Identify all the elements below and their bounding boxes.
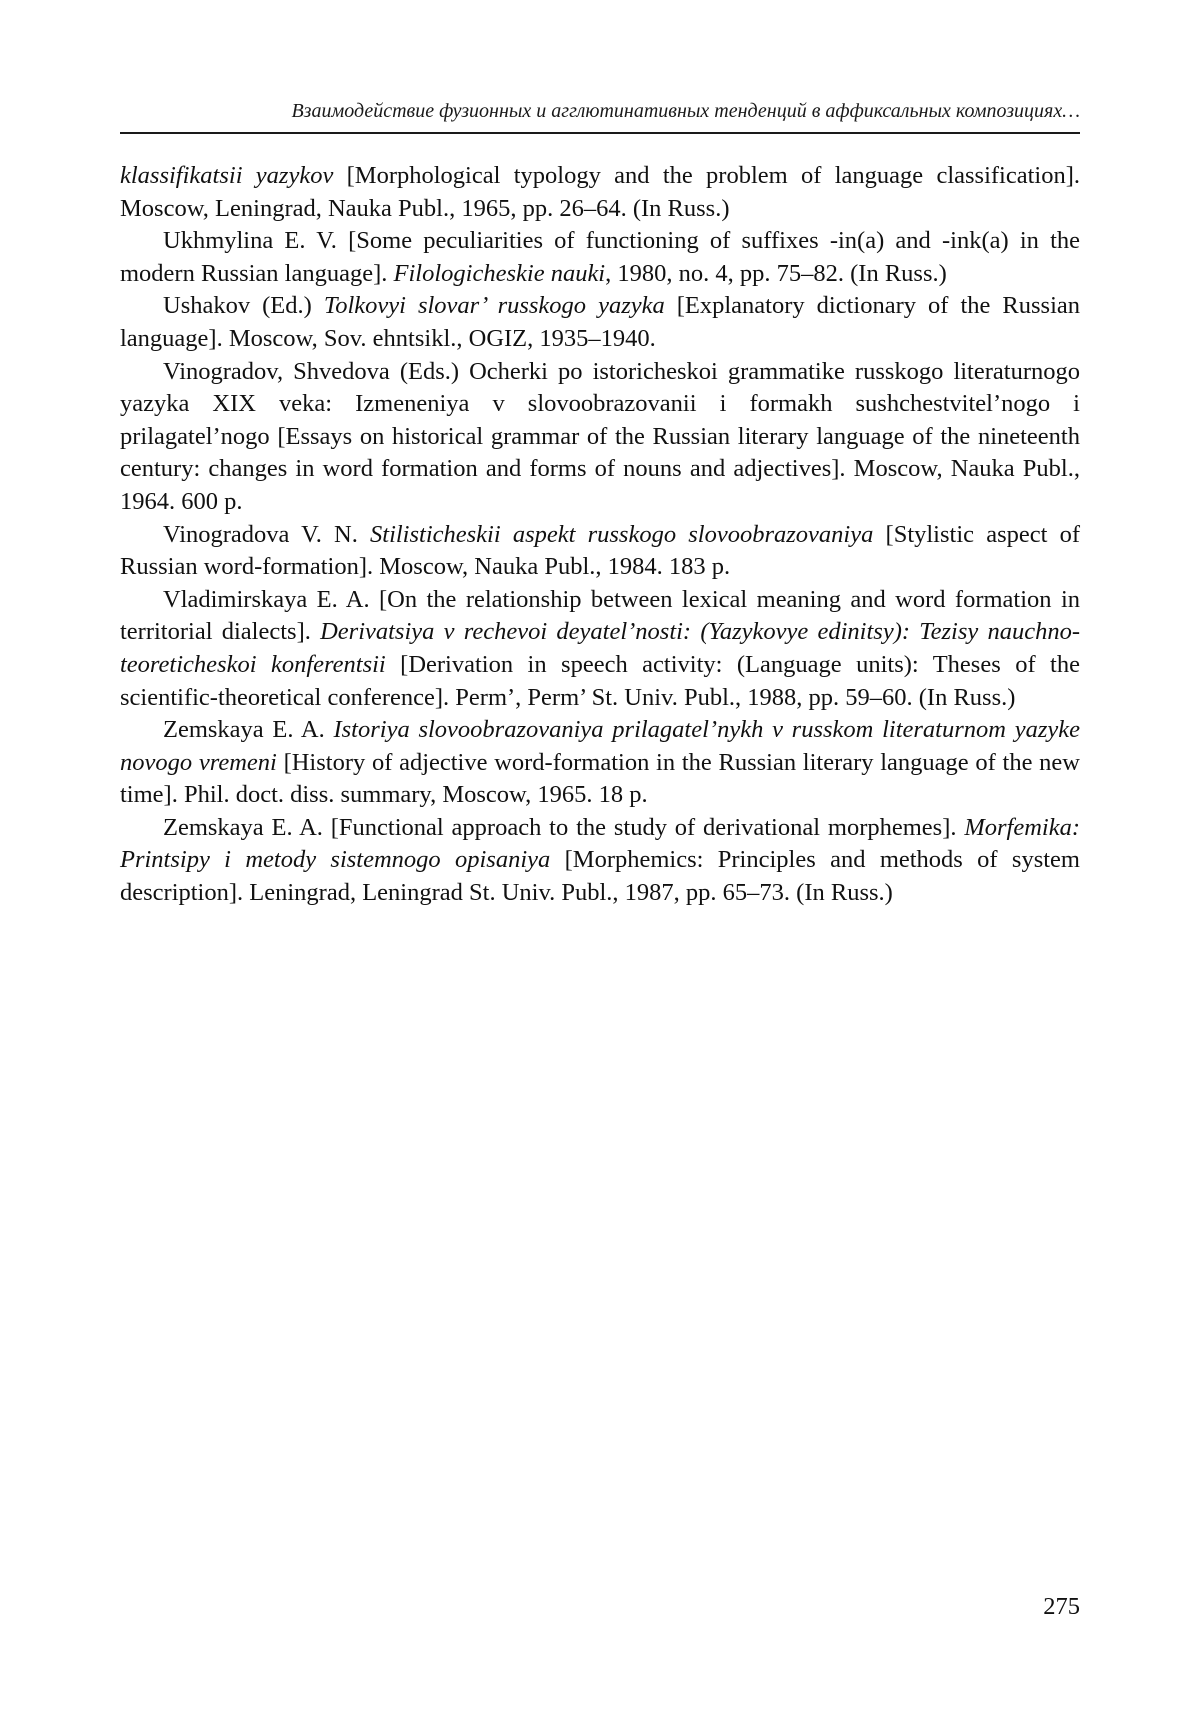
header-rule [120, 132, 1080, 134]
page-number: 275 [1043, 1593, 1080, 1620]
reference-text: Ukhmylina E. V. [Some peculiarities of functioning of suffixes -in(a) and -ink(a) in the modern Russian language]. [120, 227, 1080, 287]
reference-title-italic: klassifikatsii yazykov [120, 162, 334, 189]
reference-list [120, 160, 1080, 910]
reference-text: [Morphological typology and the problem of language classification]. Moscow, Leningrad, Nauka Publ., 1965, pp. 26–64. (In Russ.) [120, 162, 1080, 222]
reference-entry [120, 519, 1080, 584]
reference-text: [Derivation in speech activity: (Language units): Theses of the scientific-theoretical conference]. Perm’, Perm’ St. Univ. Publ., 1988, pp. 59–60. (In Russ.) [120, 650, 1080, 711]
reference-text: Vinogradov, Shvedova (Eds.) Ocherki po istoricheskoi grammatike russkogo literaturnogo yazyka XIX veka: Izmeneniya v slovoobrazovanii i formakh sushchestvitel’nogo i prilagatel’nogo [Essays on historical grammar of the Russian literary language of the nineteenth century: changes in word formation and forms of nouns and adjectives]. Moscow, Nauka Publ., 1964. 600 p. [120, 357, 1080, 515]
reference-title-italic: Istoriya slovoobrazovaniya prilagatel’nykh v russkom literaturnom yazyke novogo vremeni [120, 716, 1080, 776]
reference-entry [120, 225, 1080, 290]
reference-text: , 1980, no. 4, pp. 75–82. (In Russ.) [605, 259, 947, 287]
reference-entry [120, 290, 1080, 355]
reference-text: [Stylistic aspect of Russian word-formation]. Moscow, Nauka Publ., 1984. 183 p. [120, 520, 1080, 581]
reference-text: Vinogradova V. N. [163, 520, 371, 548]
reference-text: Ushakov (Ed.) [163, 292, 324, 320]
reference-entry [120, 714, 1080, 812]
reference-title-italic: Derivatsiya v rechevoi deyatel’nosti: (Yazykovye edinitsy): Tezisy nauchno-teoreticheskoi konferentsii [120, 618, 1081, 678]
reference-entry [120, 356, 1080, 519]
reference-text: [Explanatory dictionary of the Russian language]. Moscow, Sov. ehntsikl., OGIZ, 1935–1940. [120, 292, 1080, 352]
reference-entry [120, 584, 1080, 714]
reference-title-italic: Tolkovyi slovar’ russkogo yazyka [323, 292, 665, 320]
reference-text: Zemskaya E. A. [163, 716, 334, 744]
reference-entry [120, 160, 1080, 225]
reference-title-italic: Filologicheskie nauki [393, 259, 606, 287]
running-head: Взаимодействие фузионных и агглютинативных тенденций в аффиксальных композициях… [291, 100, 1080, 122]
reference-entry [120, 812, 1080, 910]
reference-text: [History of adjective word-formation in the Russian literary language of the new time]. Phil. doct. diss. summary, Moscow, 1965. 18 p. [120, 748, 1080, 809]
reference-text: Zemskaya E. A. [Functional approach to the study of derivational morphemes]. [163, 813, 965, 841]
reference-text: [Morphemics: Principles and methods of system description]. Leningrad, Leningrad St. Univ. Publ., 1987, pp. 65–73. (In Russ.) [120, 846, 1080, 907]
reference-text: Vladimirskaya E. A. [On the relationship between lexical meaning and word formation in territorial dialects]. [120, 585, 1080, 646]
reference-title-italic: Morfemika: Printsipy i metody sistemnogo opisaniya [120, 813, 1080, 874]
reference-title-italic: Stilisticheskii aspekt russkogo slovoobrazovaniya [370, 520, 874, 548]
